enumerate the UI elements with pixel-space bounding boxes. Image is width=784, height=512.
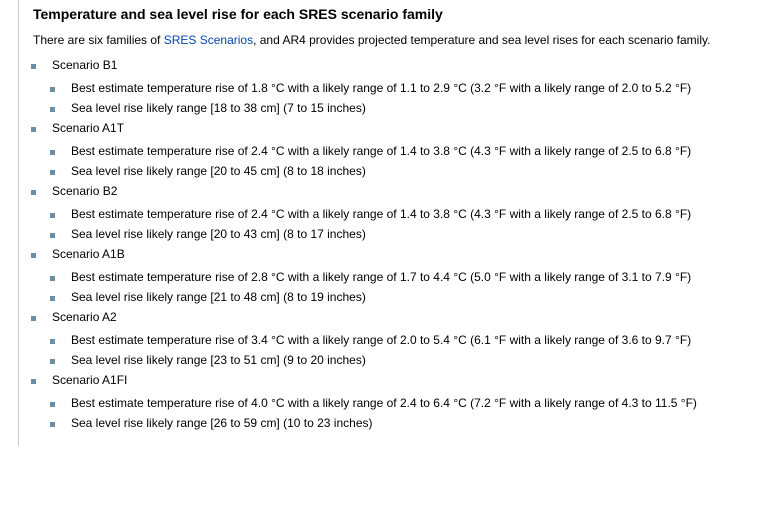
temperature-text: Best estimate temperature rise of 4.0 °C with a likely range of 2.4 to 6.4 °C (7.2 °F with a likely range of 4.3 to 11.5 °F)	[71, 396, 697, 410]
bullet-icon	[50, 276, 55, 281]
bullet-icon	[50, 213, 55, 218]
bullet-icon	[31, 379, 36, 384]
bullet-icon	[50, 107, 55, 112]
sres-scenarios-link[interactable]: SRES Scenarios	[163, 33, 254, 47]
temperature-text: Best estimate temperature rise of 2.4 °C with a likely range of 1.4 to 3.8 °C (4.3 °F with a likely range of 2.5 to 6.8 °F)	[71, 144, 692, 158]
sea-level-text: Sea level rise likely range [21 to 48 cm] (8 to 19 inches)	[71, 290, 366, 304]
bullet-icon	[31, 253, 36, 258]
sea-level-text: Sea level rise likely range [20 to 43 cm] (8 to 17 inches)	[71, 227, 366, 241]
bullet-icon	[50, 296, 55, 301]
scenario-name: Scenario A1B	[52, 247, 125, 261]
sea-level-text: Sea level rise likely range [18 to 38 cm] (7 to 15 inches)	[71, 101, 366, 115]
temperature-text: Best estimate temperature rise of 1.8 °C with a likely range of 1.1 to 2.9 °C (3.2 °F with a likely range of 2.0 to 5.2 °F)	[71, 81, 692, 95]
section-heading: Temperature and sea level rise for each SRES scenario family	[33, 6, 443, 22]
bullet-icon	[50, 359, 55, 364]
bullet-icon	[31, 127, 36, 132]
scenario-name: Scenario B2	[52, 184, 118, 198]
sea-level-text: Sea level rise likely range [23 to 51 cm] (9 to 20 inches)	[71, 353, 366, 367]
intro-paragraph	[33, 33, 710, 47]
bullet-icon	[50, 170, 55, 175]
scenario-name: Scenario A2	[52, 310, 117, 324]
bullet-icon	[50, 233, 55, 238]
scenario-name: Scenario A1T	[52, 121, 125, 135]
sea-level-text: Sea level rise likely range [20 to 45 cm] (8 to 18 inches)	[71, 164, 366, 178]
bullet-icon	[50, 402, 55, 407]
article-content	[18, 0, 784, 446]
bullet-icon	[50, 150, 55, 155]
sea-level-text: Sea level rise likely range [26 to 59 cm] (10 to 23 inches)	[71, 416, 373, 430]
bullet-icon	[50, 339, 55, 344]
bullet-icon	[31, 316, 36, 321]
intro-text-after: , and AR4 provides projected temperature and sea level rises for each scenario family.	[253, 33, 711, 47]
scenario-name: Scenario B1	[52, 58, 118, 72]
temperature-text: Best estimate temperature rise of 2.4 °C with a likely range of 1.4 to 3.8 °C (4.3 °F with a likely range of 2.5 to 6.8 °F)	[71, 207, 692, 221]
scenario-name: Scenario A1FI	[52, 373, 128, 387]
intro-text-before: There are six families of	[33, 33, 164, 47]
temperature-text: Best estimate temperature rise of 2.8 °C with a likely range of 1.7 to 4.4 °C (5.0 °F with a likely range of 3.1 to 7.9 °F)	[71, 270, 692, 284]
bullet-icon	[31, 190, 36, 195]
bullet-icon	[50, 87, 55, 92]
bullet-icon	[31, 64, 36, 69]
bullet-icon	[50, 422, 55, 427]
temperature-text: Best estimate temperature rise of 3.4 °C with a likely range of 2.0 to 5.4 °C (6.1 °F with a likely range of 3.6 to 9.7 °F)	[71, 333, 692, 347]
